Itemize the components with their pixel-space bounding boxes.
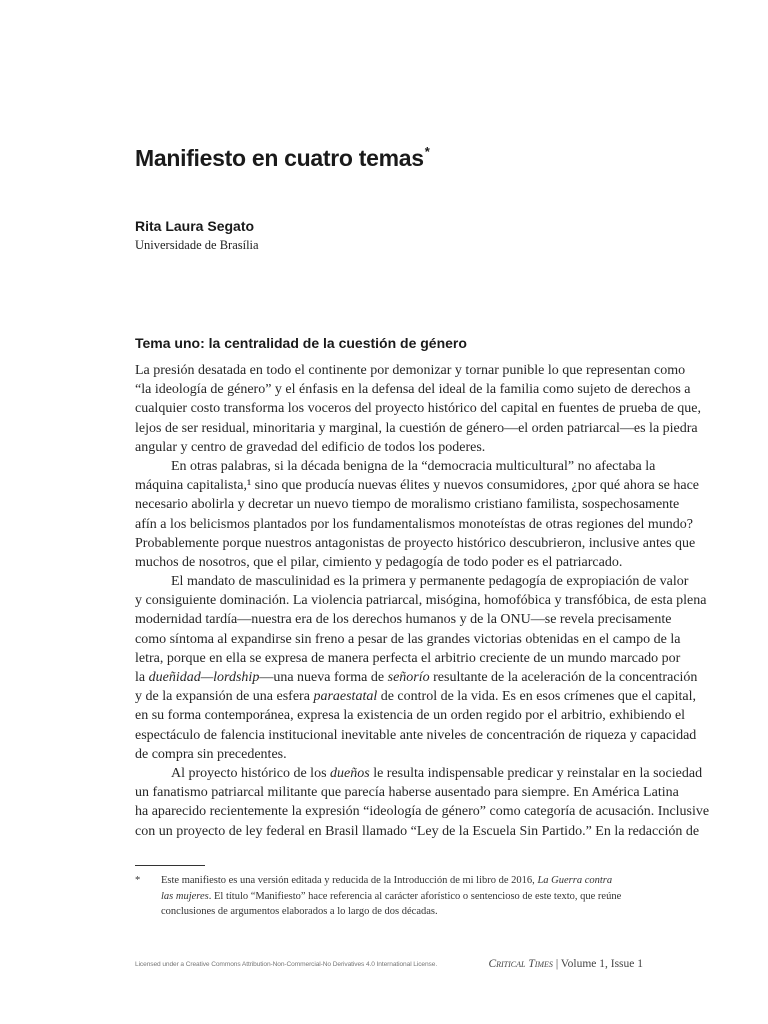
body-line: “la ideología de género” y el énfasis en la defensa del ideal de la familia como sujeto de derechos a <box>135 382 691 398</box>
footnote-line: conclusiones de argumentos elaborados a lo largo de dos décadas. <box>161 906 438 917</box>
journal-footer <box>488 958 643 970</box>
body-line: letra, porque en ella se expresa de manera perfecta el arbitrio creciente de un mundo marcado por <box>135 650 681 666</box>
body-line: como síntoma al expandirse sin freno a pesar de las grandes victorias obtenidas en el campo de la <box>135 631 681 647</box>
body-line: de compra sin precedentes. <box>135 746 287 762</box>
body-line: ha aparecido recientemente la expresión “ideología de género” como categoría de acusación. Inclusive <box>135 804 710 820</box>
body-line: modernidad tardía—nuestra era de los derechos humanos y de la ONU—se revela precisamente <box>135 612 672 628</box>
body-line: En otras palabras, si la década benigna de la “democracia multicultural” no afectaba la <box>171 458 656 474</box>
body-line: Al proyecto histórico de los dueños le resulta indispensable predicar y reinstalar en la sociedad <box>171 765 703 781</box>
body-line: afín a los belicismos plantados por los fundamentalismos monoteístas de otras regiones del mundo? <box>135 516 693 532</box>
body-line: Probablemente porque nuestros antagonistas de proyecto histórico descubrieron, inclusive antes que <box>135 535 696 551</box>
body-line: y de la expansión de una esfera paraestatal de control de la vida. Es en esos crímenes que el capital, <box>135 689 696 705</box>
author-affiliation: Universidade de Brasília <box>135 238 259 252</box>
body-line: cualquier costo transforma los voceros del proyecto histórico del capital en fuentes de prueba de que, <box>135 401 702 417</box>
footnote-text <box>161 873 643 920</box>
body-line: El mandato de masculinidad es la primera y permanente pedagogía de expropiación de valor <box>171 574 689 590</box>
body-line: máquina capitalista,¹ sino que producía nuevas élites y nuevos consumidores, ¿por qué ahora se hace <box>135 478 700 494</box>
journal-name: Critical Times <box>488 958 553 970</box>
footnote <box>135 873 643 920</box>
footnote-separator <box>135 865 205 866</box>
body-line: La presión desatada en todo el continente por demonizar y tornar punible lo que representan como <box>135 363 686 378</box>
body-line: necesario abolirla y decretar un nuevo tiempo de moralismo cristiano familista, sospechosamente <box>135 497 680 513</box>
body-line: angular y centro de gravedad del edificio de todos los poderes. <box>135 439 486 455</box>
license-notice: Licensed under a Creative Commons Attribution-Non-Commercial-No Derivatives 4.0 International License. <box>135 961 438 968</box>
paper-title: Manifiesto en cuatro temas* <box>135 144 430 171</box>
journal-issue: Volume 1, Issue 1 <box>560 958 643 970</box>
body-line: lejos de ser residual, minoritaria y marginal, la cuestión de género—el orden patriarcal—es la piedra <box>135 420 698 436</box>
title-footnote-mark: * <box>424 144 430 159</box>
body-line: espectáculo de falencia institucional inevitable ante niveles de concentración de riqueza y capacidad <box>135 727 697 743</box>
footnote-line: las mujeres. El título “Manifiesto” hace referencia al carácter aforístico o sentencioso de este texto, que reúne <box>161 890 622 902</box>
body-line: un fanatismo patriarcal militante que parecía haberse ausentado para siempre. En América Latina <box>135 785 679 801</box>
section-heading: Tema uno: la centralidad de la cuestión de género <box>135 335 467 351</box>
journal-separator: | <box>552 958 561 970</box>
body-line: y consiguiente dominación. La violencia patriarcal, misógina, homofóbica y transfóbica, de esta plena <box>135 593 707 609</box>
body-line: con un proyecto de ley federal en Brasil llamado “Ley de la Escuela Sin Partido.” En la redacción de <box>135 823 700 839</box>
footnote-line: Este manifiesto es una versión editada y reducida de la Introducción de mi libro de 2016, La Guerra contra <box>161 875 613 886</box>
body-line: en su forma contemporánea, expresa la existencia de un orden regido por el arbitrio, exhibiendo el <box>135 708 686 724</box>
body-text <box>135 361 710 841</box>
footnote-mark: * <box>135 875 141 886</box>
body-line: la dueñidad—lordship—una nueva forma de señorío resultante de la aceleración de la concentración <box>135 670 698 685</box>
author-name: Rita Laura Segato <box>135 218 255 234</box>
body-line: muchos de nosotros, que el pilar, cimiento y pedagogía de todo poder es el patriarcado. <box>135 554 623 570</box>
